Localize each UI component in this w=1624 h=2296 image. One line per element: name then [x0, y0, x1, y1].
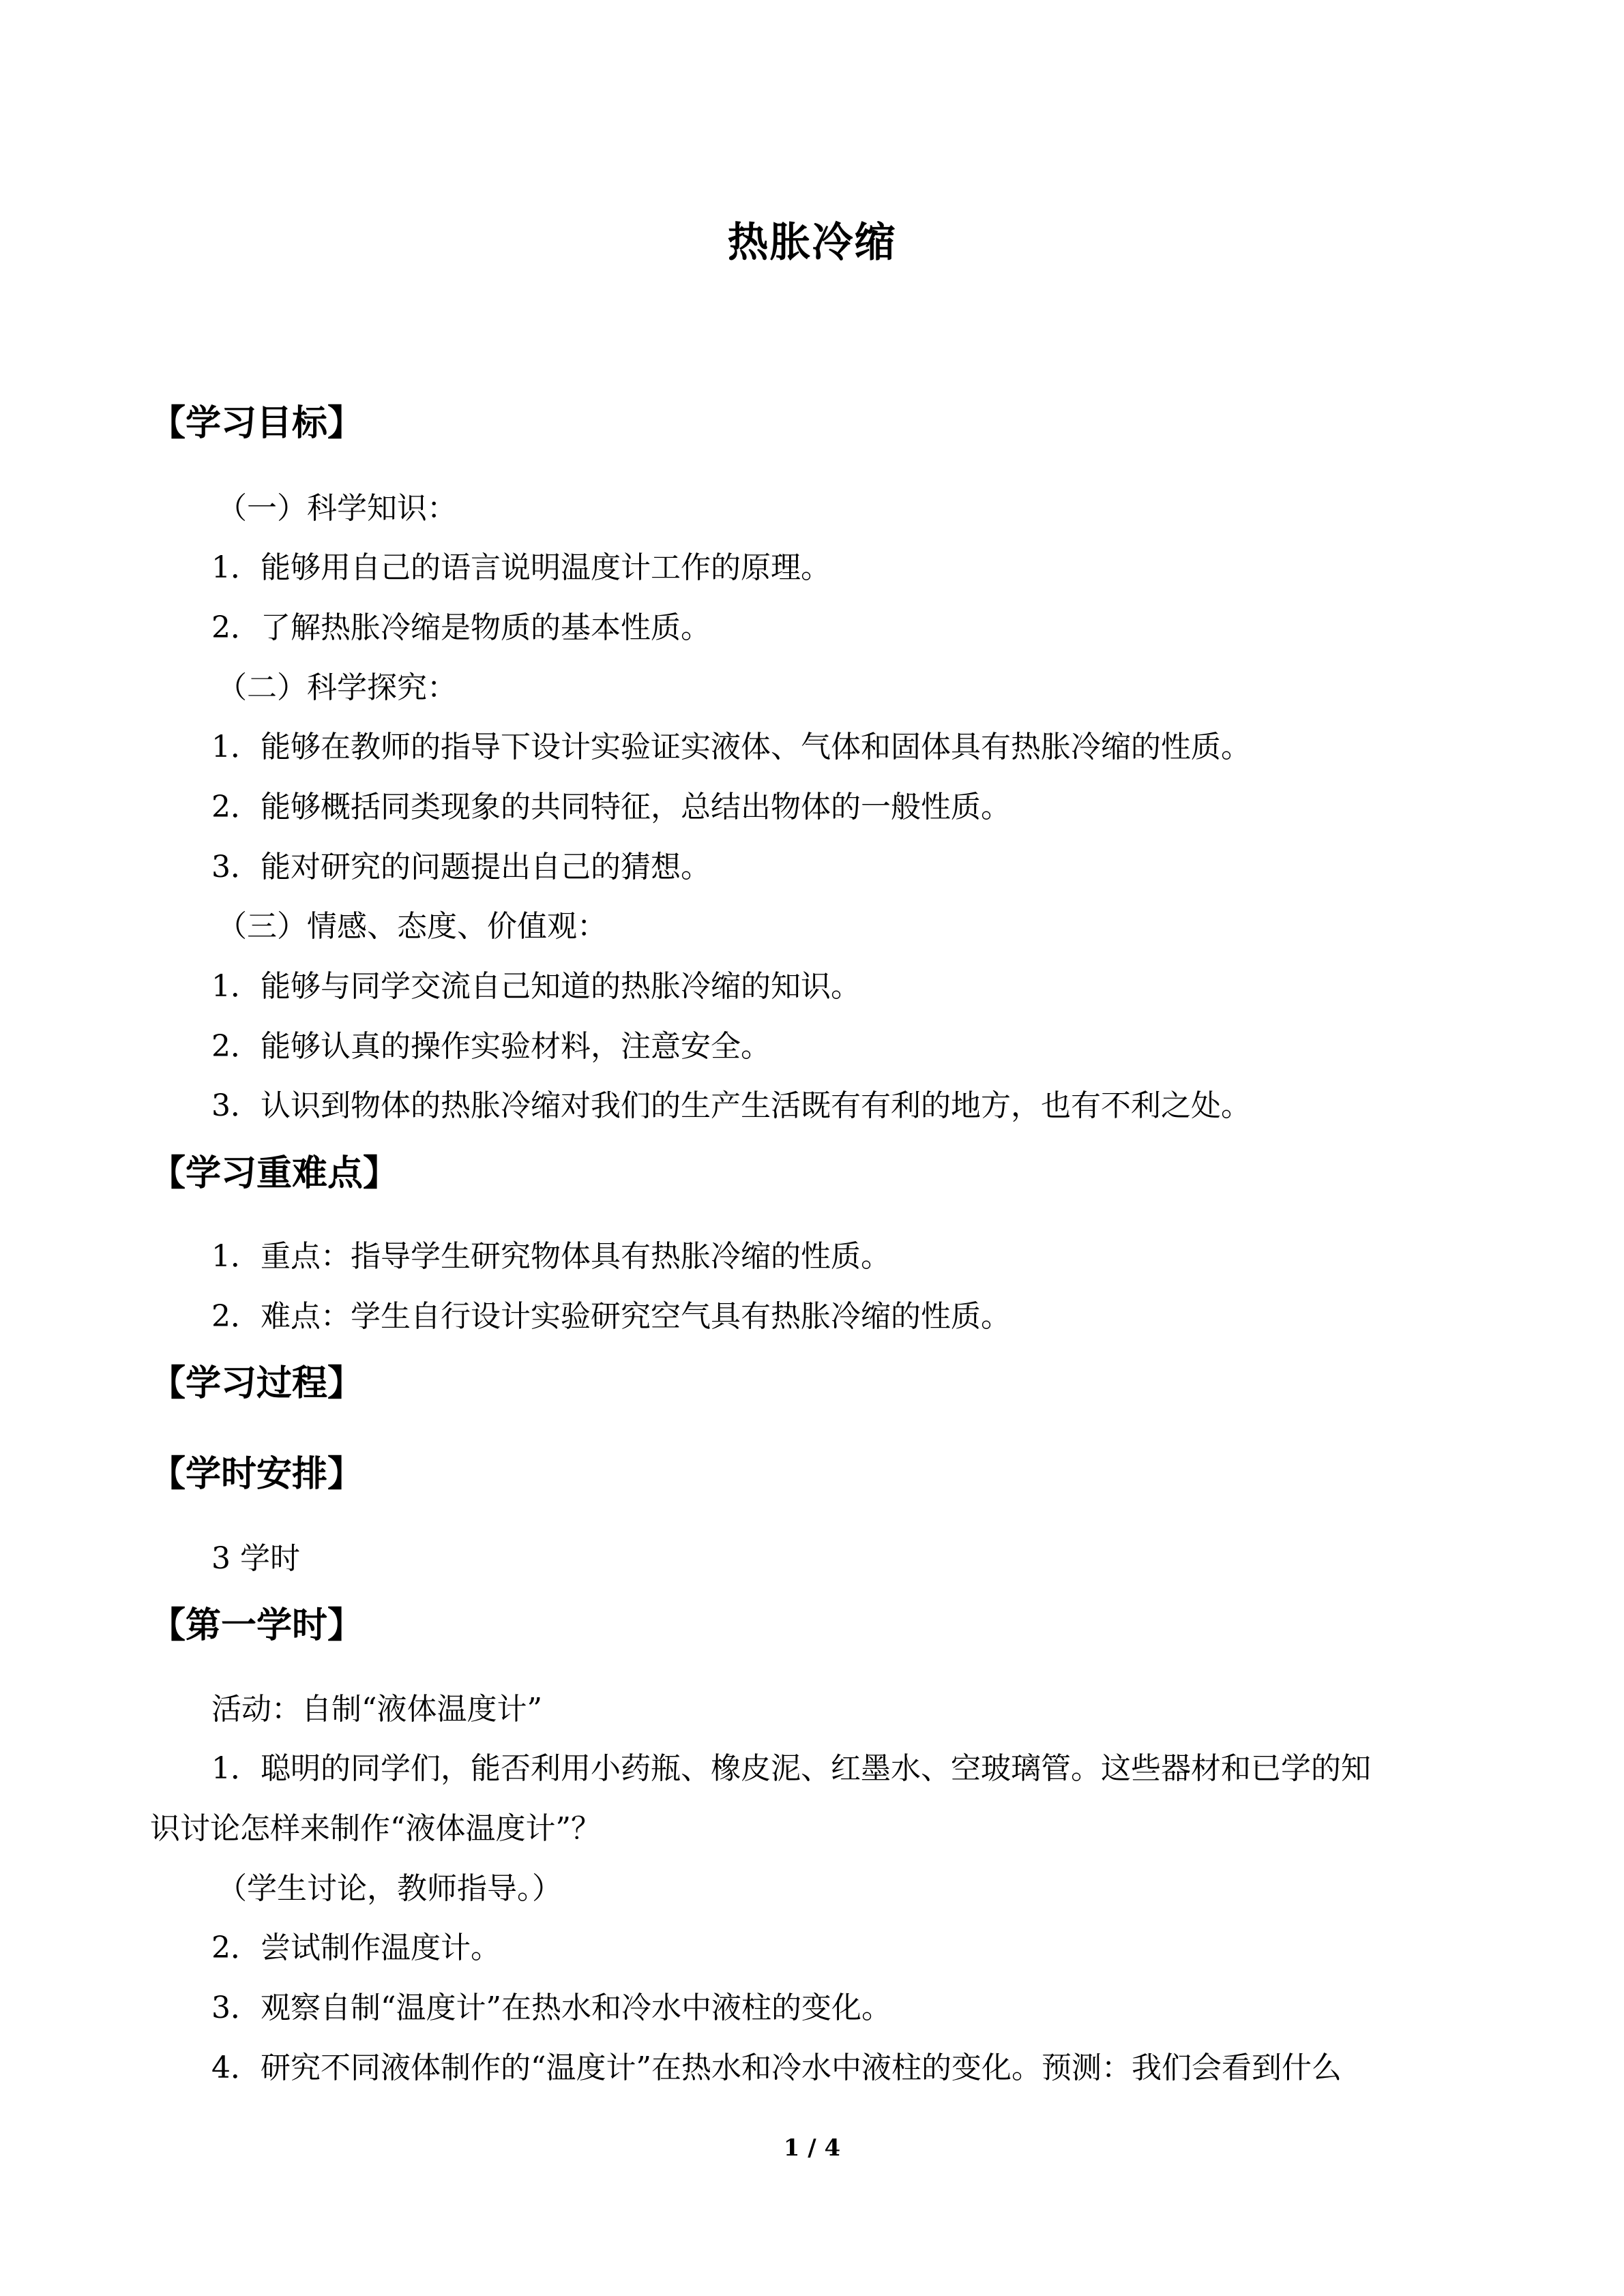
activity-title: 活动：自制“液体温度计”: [211, 1692, 542, 1727]
section-heading-first-period: 【第一学时】: [150, 1605, 364, 1646]
list-item: 2．了解热胀冷缩是物质的基本性质。: [211, 610, 711, 645]
page-number: 1 / 4: [783, 2134, 841, 2162]
list-item: 2．难点：学生自行设计实验研究空气具有热胀冷缩的性质。: [211, 1299, 1011, 1334]
list-item: 1．重点：指导学生研究物体具有热胀冷缩的性质。: [211, 1239, 891, 1274]
list-item: 1．能够在教师的指导下设计实验证实液体、气体和固体具有热胀冷缩的性质。: [211, 730, 1251, 764]
list-item: 3．观察自制“温度计”在热水和冷水中液柱的变化。: [211, 1991, 891, 2025]
list-item: 2．能够认真的操作实验材料，注意安全。: [211, 1029, 771, 1064]
list-item: 3．认识到物体的热胀冷缩对我们的生产生活既有有利的地方，也有不利之处。: [211, 1088, 1251, 1123]
document-title: 热胀冷缩: [727, 219, 897, 267]
list-item: 2．尝试制作温度计。: [211, 1930, 501, 1965]
section-heading-schedule: 【学时安排】: [150, 1453, 364, 1495]
schedule-text: 3 学时: [211, 1541, 300, 1576]
list-item: 3．能对研究的问题提出自己的猜想。: [211, 850, 711, 884]
subheading-knowledge: （一）科学知识：: [217, 491, 457, 526]
paragraph-line: 识讨论怎样来制作“液体温度计”？: [150, 1811, 601, 1846]
section-heading-process: 【学习过程】: [150, 1362, 364, 1404]
list-item: 2．能够概括同类现象的共同特征，总结出物体的一般性质。: [211, 790, 1011, 824]
subheading-attitude: （三）情感、态度、价值观：: [217, 909, 607, 944]
list-item: 4．研究不同液体制作的“温度计”在热水和冷水中液柱的变化。预测：我们会看到什么: [211, 2051, 1342, 2085]
paragraph-line: 1．聪明的同学们，能否利用小药瓶、橡皮泥、红墨水、空玻璃管。这些器材和已学的知: [211, 1751, 1371, 1786]
section-heading-goals: 【学习目标】: [150, 402, 364, 444]
note-text: （学生讨论，教师指导。）: [217, 1871, 562, 1906]
subheading-inquiry: （二）科学探究：: [217, 670, 457, 705]
list-item: 1．能够用自己的语言说明温度计工作的原理。: [211, 550, 831, 585]
section-heading-key-points: 【学习重难点】: [150, 1152, 399, 1194]
list-item: 1．能够与同学交流自己知道的热胀冷缩的知识。: [211, 969, 861, 1004]
